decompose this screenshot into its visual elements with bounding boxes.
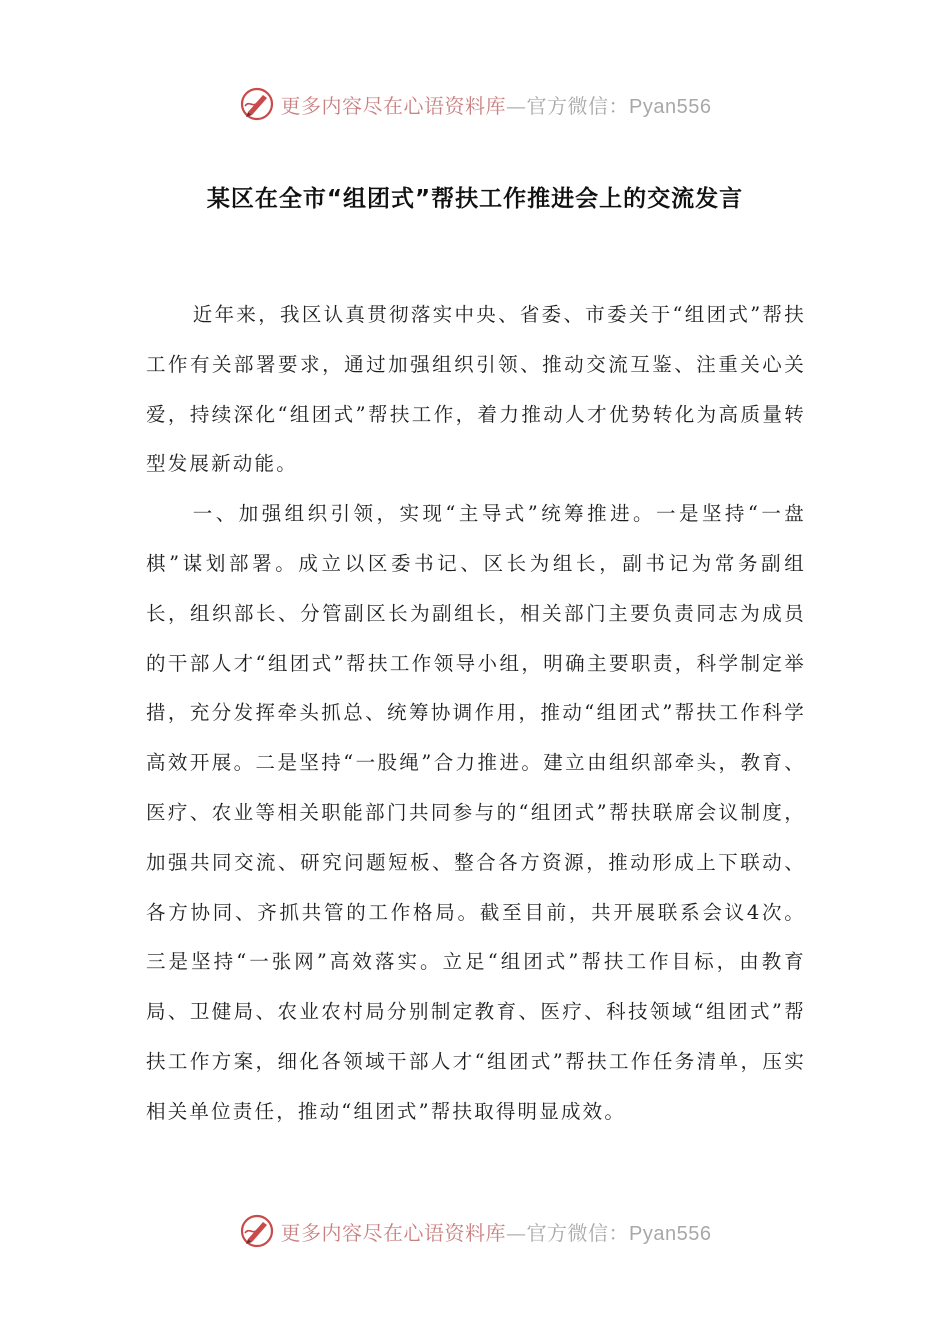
pen-circle-logo-icon <box>239 1213 275 1249</box>
watermark-separator: — <box>506 1220 527 1245</box>
document-body <box>146 290 806 1137</box>
pen-circle-logo-icon <box>239 86 275 122</box>
section-one-paragraph: 一、加强组织引领，实现“主导式”统筹推进。一是坚持“一盘棋”谋划部署。成立以区委书记、区长为组长，副书记为常务副组长，组织部长、分管副区长为副组长，相关部门主要负责同志为成员的干部人才“组团式”帮扶工作领导小组，明确主要职责，科学制定举措，充分发挥牵头抓总、统筹协调作用，推动“组团式”帮扶工作科学高效开展。二是坚持“一股绳”合力推进。建立由组织部牵头，教育、医疗、农业等相关职能部门共同参与的“组团式”帮扶联席会议制度，加强共同交流、研究问题短板、整合各方资源，推动形成上下联动、各方协同、齐抓共管的工作格局。截至目前，共开展联系会议4次。三是坚持“一张网”高效落实。立足“组团式”帮扶工作目标，由教育局、卫健局、农业农村局分别制定教育、医疗、科技领域“组团式”帮扶工作方案，细化各领域干部人才“组团式”帮扶工作任务清单，压实相关单位责任，推动“组团式”帮扶取得明显成效。 <box>146 502 806 1123</box>
watermark-text <box>281 90 712 119</box>
watermark-text <box>281 1217 712 1246</box>
footer-watermark-banner <box>0 1211 950 1251</box>
document-title: 某区在全市“组团式”帮扶工作推进会上的交流发言 <box>206 186 744 212</box>
intro-paragraph: 近年来，我区认真贯彻落实中央、省委、市委关于“组团式”帮扶工作有关部署要求，通过加强组织引领、推动交流互鉴、注重关心关爱，持续深化“组团式”帮扶工作，着力推动人才优势转化为高质量转型发展新动能。 <box>146 303 806 476</box>
header-watermark-banner <box>0 84 950 124</box>
watermark-main-text: 更多内容尽在心语资料库 <box>280 1220 507 1245</box>
watermark-main-text: 更多内容尽在心语资料库 <box>280 93 507 118</box>
watermark-wechat-id: 官方微信：Pyan556 <box>526 1222 712 1245</box>
watermark-separator: — <box>506 93 527 118</box>
watermark-wechat-id: 官方微信：Pyan556 <box>526 95 712 118</box>
